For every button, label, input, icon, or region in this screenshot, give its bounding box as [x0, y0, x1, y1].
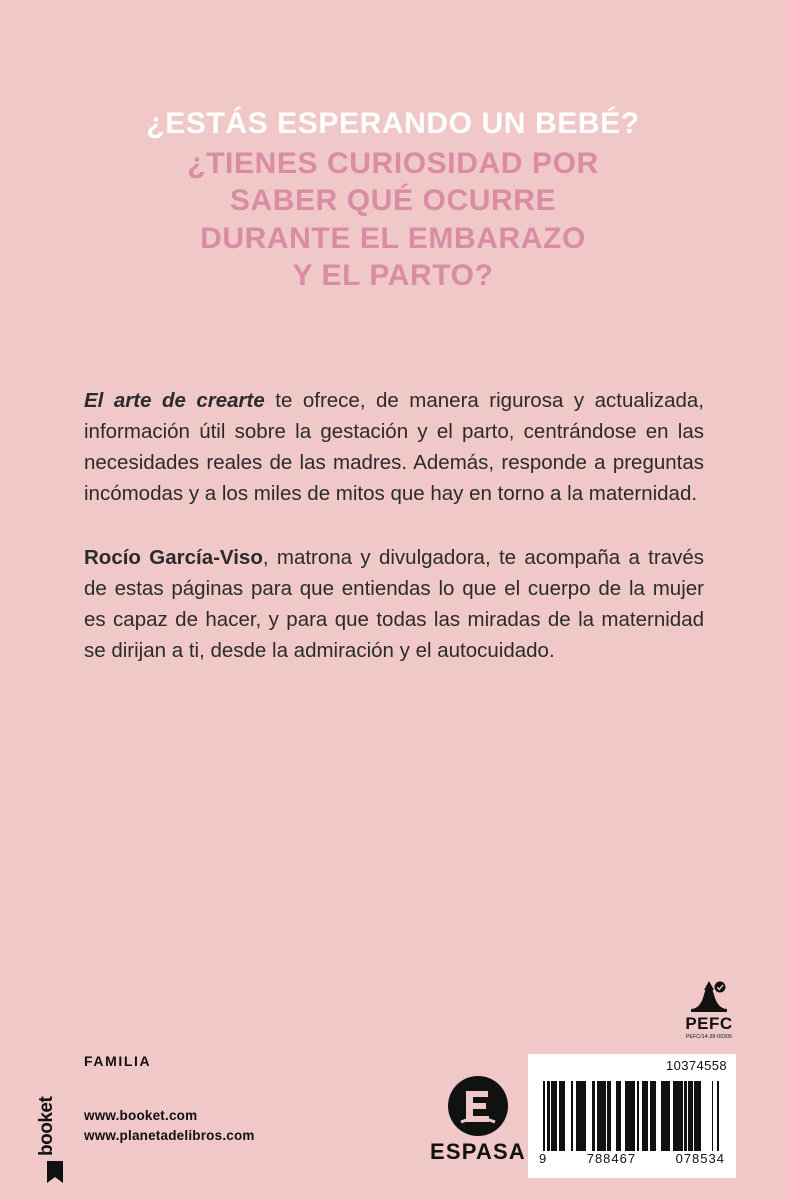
- espasa-logo: [424, 1075, 532, 1165]
- blurb-paragraph-1-rest: te ofrece, de manera rigurosa y actualizada, información útil sobre la gestación y el parto, centrándose en las necesidades reales de las madres. Además, responde a preguntas incómodas y a los miles de mitos que hay en torno a la maternidad.: [84, 389, 704, 506]
- blurb-paragraph-2: [84, 542, 704, 667]
- barcode-digits-right: 078534: [675, 1151, 725, 1166]
- website-urls: [84, 1106, 255, 1145]
- barcode-digit-first: 9: [539, 1151, 548, 1166]
- blurb-paragraph-2-rest: , matrona y divulgadora, te acompaña a través de estas páginas para que entiendas lo que el cuerpo de la mujer es capaz de hacer, y para que todas las miradas de la maternidad se dirijan a ti, desde la admiración y el autocuidado.: [84, 545, 704, 663]
- pefc-logo: [676, 978, 742, 1040]
- barcode-block: [528, 1054, 736, 1178]
- pefc-label: PEFC: [685, 1014, 733, 1033]
- headline-line-3: SABER QUÉ OCURRE: [229, 184, 557, 218]
- pefc-code: PEFC/14-38-00305: [685, 1034, 733, 1040]
- pefc-tree-icon: [689, 978, 729, 1014]
- headline-line-5: Y EL PARTO?: [292, 258, 494, 292]
- headline-line-2: ¿TIENES CURIOSIDAD POR: [187, 147, 599, 181]
- collection-label: FAMILIA: [84, 1053, 152, 1069]
- author-name: Rocío García-Viso: [84, 545, 263, 569]
- headline-line-4: DURANTE EL EMBARAZO: [200, 221, 586, 255]
- espasa-wordmark: ESPASA: [429, 1139, 527, 1164]
- url-planeta[interactable]: www.planetadelibros.com: [84, 1127, 255, 1143]
- booket-mark-icon: [46, 1160, 64, 1189]
- blurb-text: [84, 385, 704, 666]
- barcode-digits: [539, 1151, 725, 1166]
- barcode-digits-left: 788467: [586, 1151, 637, 1166]
- book-title: El arte de crearte: [84, 389, 265, 412]
- barcode-internal-code: 10374558: [665, 1058, 727, 1073]
- espasa-mark-icon: [447, 1075, 509, 1137]
- booket-wordmark: booket: [36, 1096, 57, 1156]
- barcode-bars: [543, 1081, 721, 1151]
- headline-line-1: ¿ESTÁS ESPERANDO UN BEBÉ?: [146, 107, 640, 140]
- headline-block: [0, 105, 786, 294]
- blurb-paragraph-1: [84, 385, 704, 510]
- url-booket[interactable]: www.booket.com: [84, 1108, 198, 1123]
